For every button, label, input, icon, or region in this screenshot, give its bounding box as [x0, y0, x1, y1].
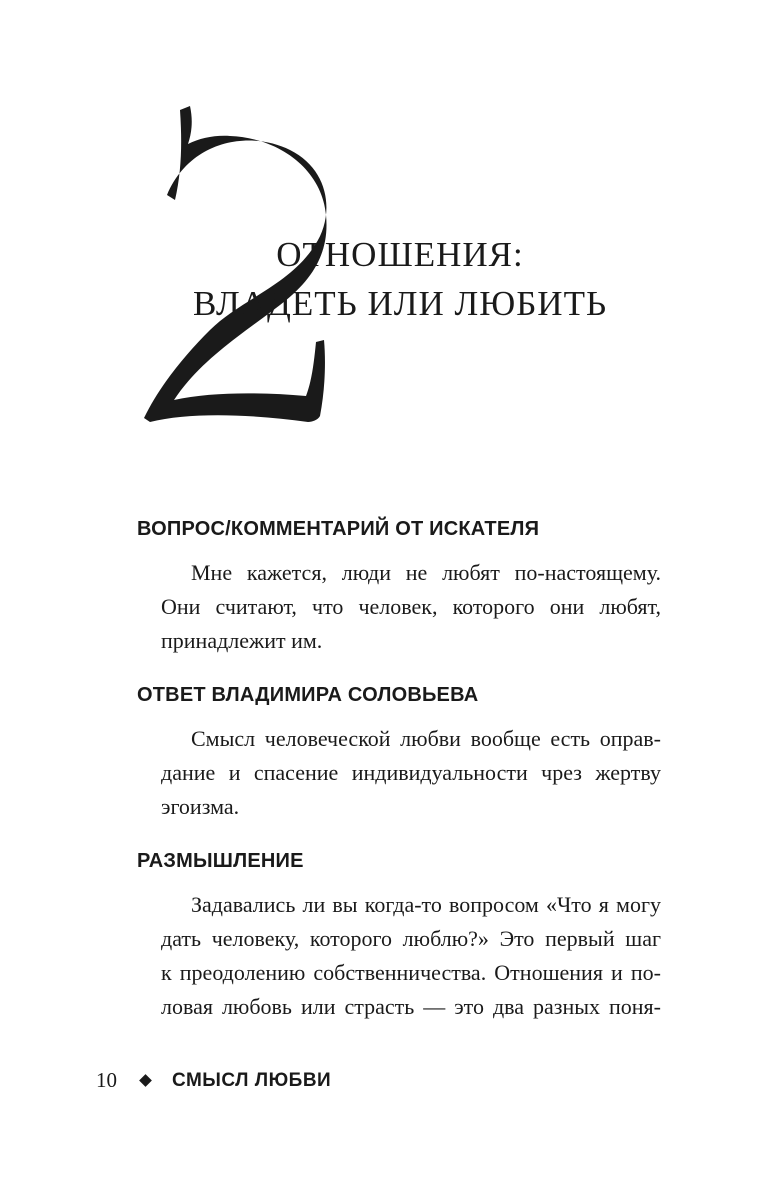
paragraph-line: дание и спасение индивидуальности чрез жертву — [161, 760, 661, 785]
paragraph-line: Смысл человеческой любви вообще есть оправ- — [191, 726, 661, 751]
diamond-separator-icon — [139, 1074, 152, 1087]
paragraph-line: эгоизма. — [161, 794, 240, 819]
page-number: 10 — [96, 1068, 117, 1092]
chapter-title — [140, 230, 660, 328]
paragraph-reflection — [161, 888, 661, 1024]
paragraph-line: Мне кажется, люди не любят по-настоящему. — [191, 560, 661, 585]
page-footer — [96, 1068, 331, 1093]
chapter-title-line-2: ВЛАДЕТЬ ИЛИ ЛЮБИТЬ — [192, 284, 608, 323]
paragraph-line: к преодолению собственничества. Отношения и по- — [161, 960, 661, 985]
section-heading-answer: ОТВЕТ ВЛАДИМИРА СОЛОВЬЕВА — [137, 684, 479, 706]
paragraph-line: дать человеку, которого люблю?» Это первый шаг — [161, 926, 661, 951]
paragraph-line: принадлежит им. — [161, 628, 323, 653]
paragraph-answer — [161, 722, 661, 824]
paragraph-line: ловая любовь или страсть — это два разных поня- — [161, 994, 661, 1019]
running-head: СМЫСЛ ЛЮБВИ — [172, 1069, 332, 1091]
paragraph-line: Они считают, что человек, которого они любят, — [161, 594, 661, 619]
paragraph-line: Задавались ли вы когда-то вопросом «Что я могу — [191, 892, 661, 917]
chapter-title-line-1: ОТНОШЕНИЯ: — [276, 235, 524, 274]
paragraph-question — [161, 556, 661, 658]
section-heading-reflection: РАЗМЫШЛЕНИЕ — [137, 850, 304, 872]
section-heading-question: ВОПРОС/КОММЕНТАРИЙ ОТ ИСКАТЕЛЯ — [137, 518, 540, 540]
